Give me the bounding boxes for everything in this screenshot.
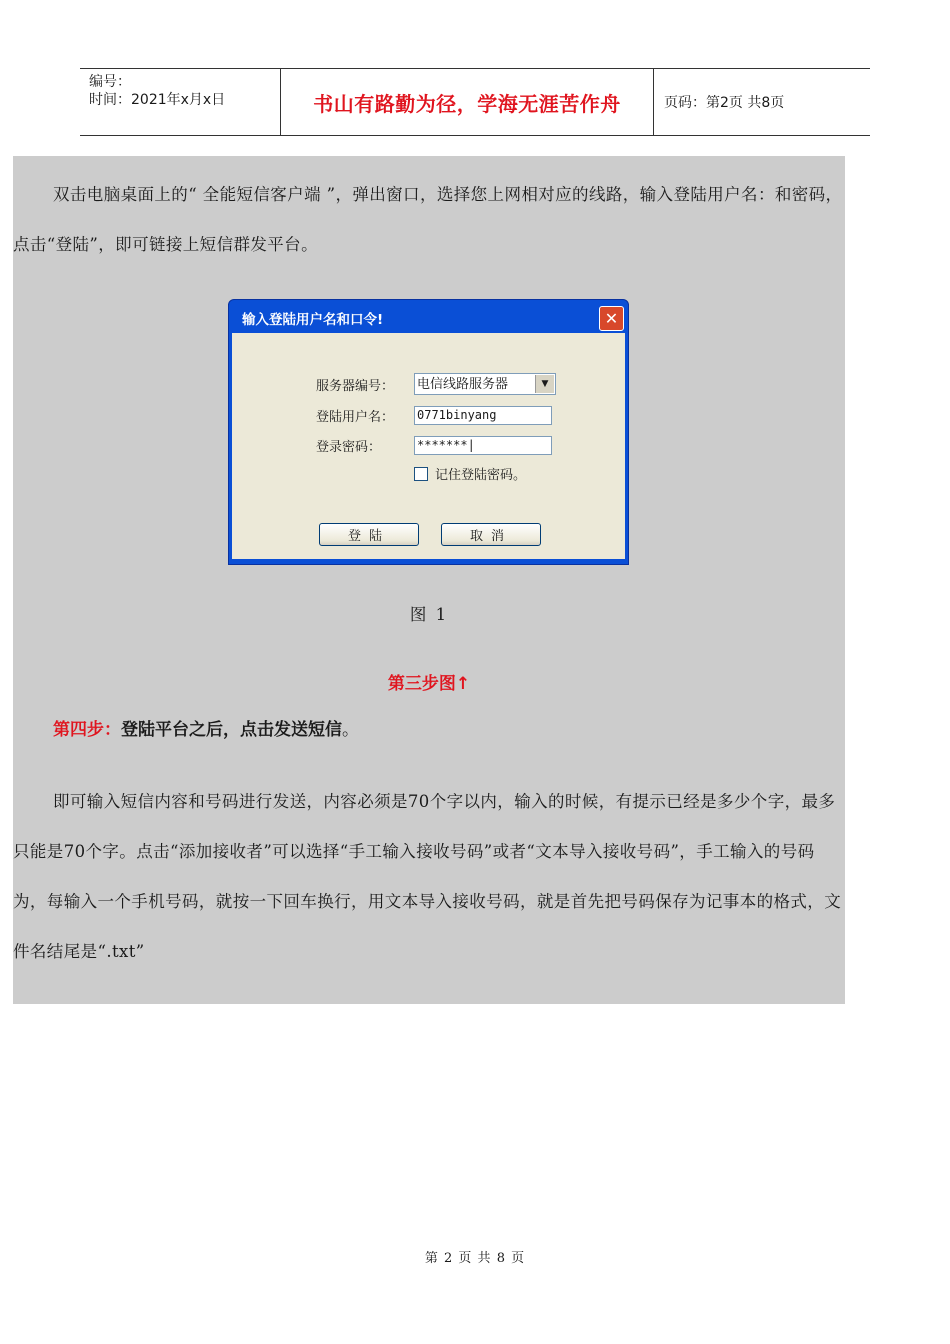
remember-label: 记住登陆密码。 [435, 468, 527, 483]
login-button[interactable]: 登陆 [319, 523, 419, 546]
paragraph-instructions: 即可输入短信内容和号码进行发送，内容必须是70个字以内，输入的时候，有提示已经是多少个字，最多只能是70个字。点击“添加接收者”可以选择“手工输入接收号码”或者“文本导入接收号码”，手工输入的号码为，每输入一个手机号码，就按一下回车换行，用文本导入接收号码，就是首先把号码保存为记事本的格式，文件名结尾是“.txt” [13, 792, 842, 961]
header-motto: 书山有路勤为径，学海无涯苦作舟 [281, 69, 654, 135]
time-label: 时间：2021年x月x日 [89, 92, 226, 108]
server-row [316, 373, 556, 395]
figure-caption: 图 1 [409, 605, 449, 624]
number-label: 编号： [89, 74, 131, 90]
step4-end: 。 [342, 720, 359, 740]
server-value: 电信线路服务器 [417, 376, 509, 392]
step3-title: 第三步图↑ [387, 674, 471, 694]
header-page-info: 页码：第2页 共8页 [664, 95, 785, 111]
close-icon[interactable]: ✕ [599, 306, 624, 331]
step4-text: 登陆平台之后，点击发送短信 [121, 720, 342, 740]
step4-label: 第四步： [53, 720, 121, 740]
paragraph-intro: 双击电脑桌面上的“ 全能短信客户端 ”，弹出窗口，选择您上网相对应的线路，输入登陆用户名：和密码，点击“登陆”，即可链接上短信群发平台。 [13, 185, 843, 254]
remember-checkbox[interactable] [414, 467, 428, 481]
username-input[interactable]: 0771binyang [414, 406, 552, 425]
server-select[interactable] [414, 373, 556, 395]
header-table [80, 68, 870, 136]
username-label: 登陆用户名： [316, 410, 395, 425]
dialog-titlebar [232, 303, 625, 333]
dialog-body [232, 333, 625, 559]
chevron-down-icon[interactable]: ▼ [535, 375, 554, 393]
dialog-title: 输入登陆用户名和口令! [242, 312, 384, 328]
server-label: 服务器编号： [316, 378, 395, 394]
cancel-button[interactable]: 取消 [441, 523, 541, 546]
remember-row [414, 464, 526, 483]
content-block [13, 156, 845, 1004]
password-label: 登录密码： [316, 440, 382, 455]
step4-line [53, 715, 359, 740]
username-row [316, 406, 552, 425]
login-dialog [228, 299, 629, 565]
header-left-cell [80, 69, 281, 135]
password-input[interactable]: *******| [414, 436, 552, 455]
page-footer: 第 2 页 共 8 页 [424, 1251, 526, 1266]
password-row [316, 436, 552, 455]
